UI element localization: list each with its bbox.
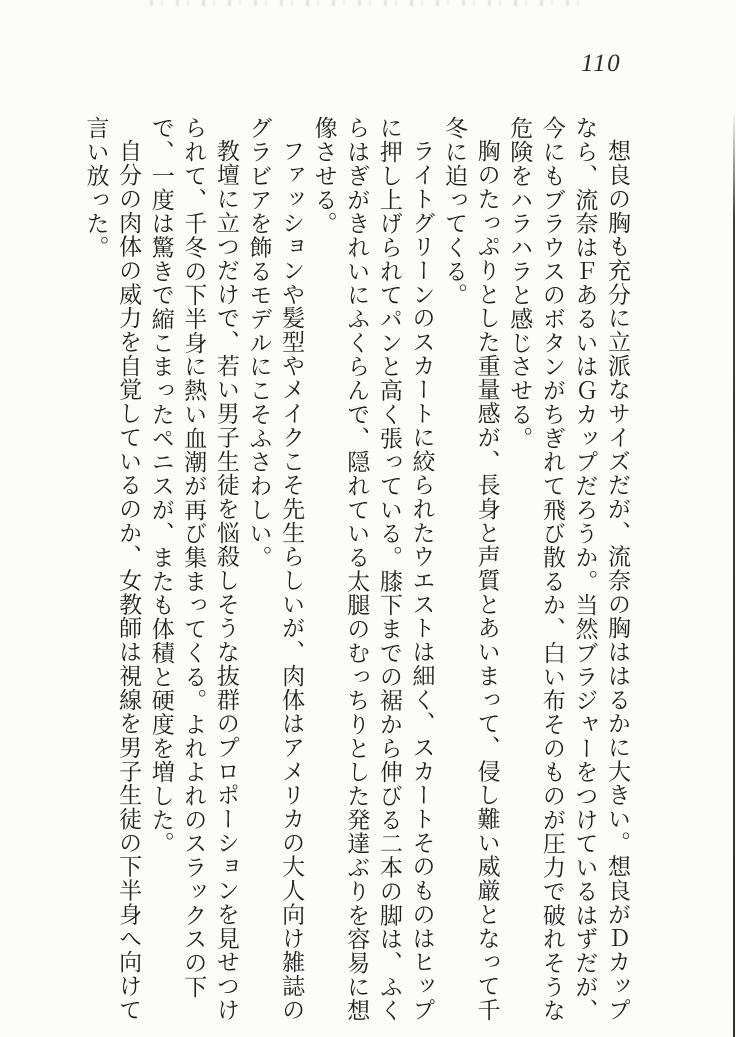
scan-artifact-top-edge <box>150 0 590 6</box>
paragraph-3: ライトグリーンのスカートに絞られたウエストは細く、スカートそのものはヒップに押し上げられてパンと高く張っている。膝下までの裾から伸びる二本の脚は、ふくらはぎがきれいにふくらんで、隠れている太腿のむっちりとした発達ぶりを容易に想像させる。 <box>311 116 435 1023</box>
paragraph-1: 想良の胸も充分に立派なサイズだが、流奈の胸ははるかに大きい。想良がＤカップなら、流奈はＦあるいはＧカップだろうか。当然ブラジャーをつけているはずだが、今にもブラウスのボタンがちぎれて飛び散るか、白い布そのものが圧力で破れそうな危険をハラハラと感じさせる。 <box>507 116 630 1023</box>
paragraph-5: 教壇に立つだけで、若い男子生徒を悩殺しそうな抜群のプロポーションを見せつけられて、千冬の下半身に熱い血潮が再び集まってくる。よれよれのスラックスの下で、一度は驚きで縮こまったペニスが、またも体積と硬度を増した。 <box>148 116 239 1022</box>
paragraph-6: 自分の肉体の威力を自覚しているのか、女教師は視線を男子生徒の下半身へ向けて言い放った。 <box>83 116 142 1022</box>
body-text <box>79 116 633 1026</box>
paragraph-2: 胸のたっぷりとした重量感が、長身と声質とあいまって、侵し難い威厳となって千冬に迫ってくる。 <box>442 116 500 1022</box>
page-number: 110 <box>581 50 622 77</box>
page-edge-shadow <box>733 110 736 1037</box>
paragraph-4: ファッションや髪型やメイクこそ先生らしいが、肉体はアメリカの大人向け雑誌のグラビアを飾るモデルにこそふさわしい。 <box>246 116 305 1022</box>
